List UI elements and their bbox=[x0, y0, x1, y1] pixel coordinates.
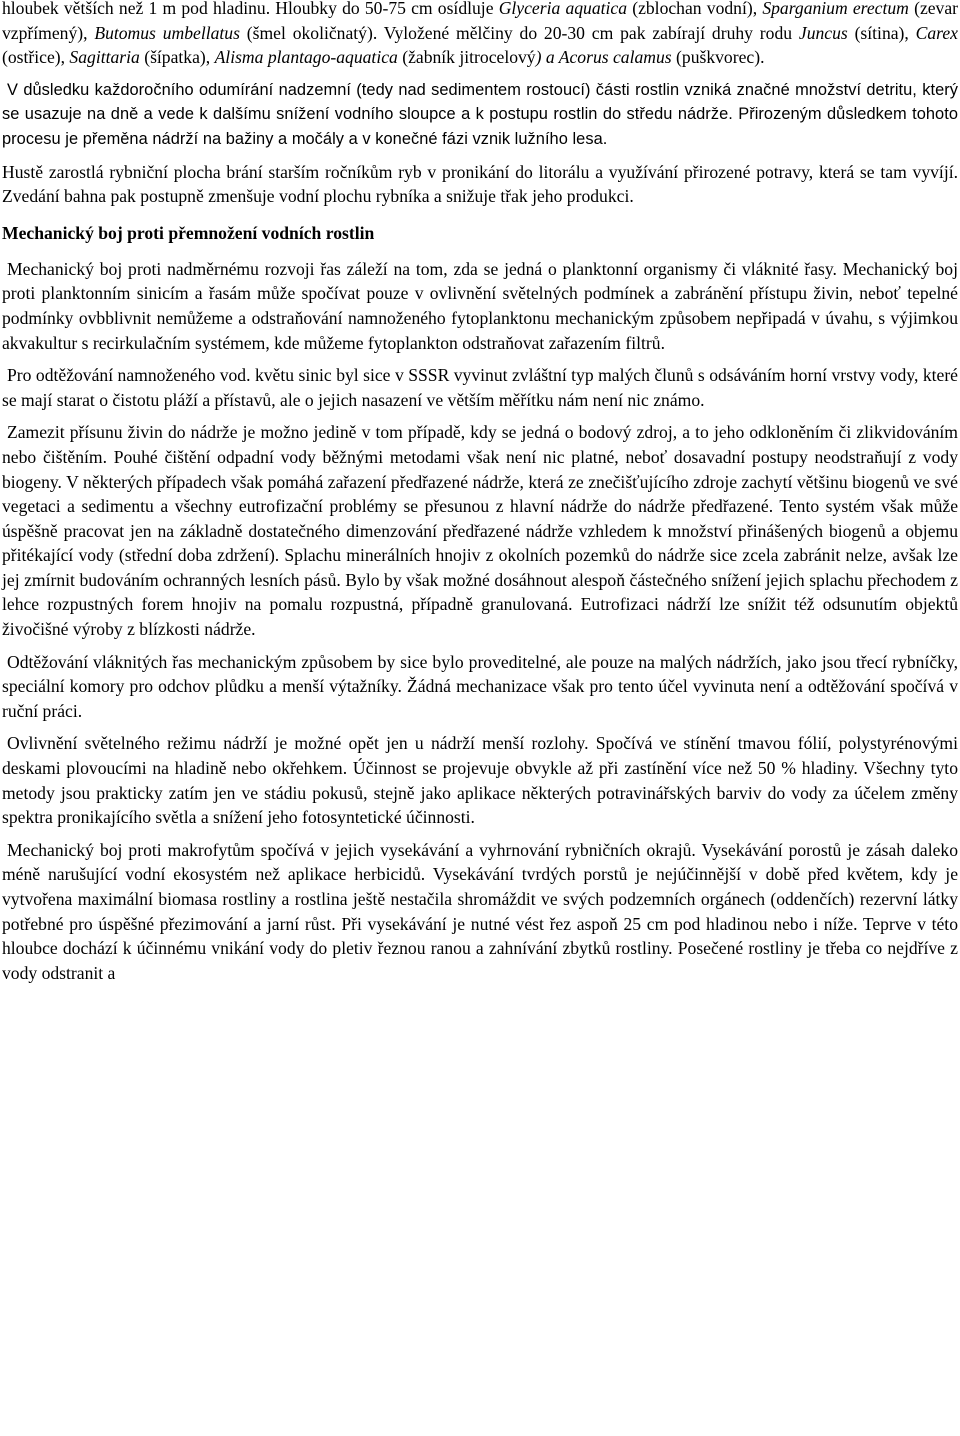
text-run: (žabník jitrocelový bbox=[397, 47, 536, 68]
text-run: (zblochan vodní), bbox=[627, 0, 763, 18]
section-heading: Mechanický boj proti přemnožení vodních rostlin bbox=[2, 222, 375, 243]
paragraph-plant-zones bbox=[2, 0, 958, 70]
text-run: hloubek větších než 1 m pod hladinu. Hloubky do 50-75 cm osídluje bbox=[2, 0, 499, 18]
text-run: (šípatka), bbox=[139, 47, 215, 68]
paragraph-nutrient-inflow: Zamezit přísunu živin do nádrže je možno jedině v tom případě, kdy se jedná o bodový zdroj, a to jeho odkloněním či zlikvidováním nebo čištěním. Pouhé čištění odpadní vody běžnými metodami však není nic platné, neboť dosavadní postupy neodstraňují z vody biogeny. V některých případech však pomáhá zařazení předřazené nádrže, která ze znečišťujícího zdroje zachytí většinu biogenů ve své vegetaci a sedimentu a všechny eutrofizační problémy se přesunou z hlavní nádrže do nádrže předřazené. Tento systém však může úspěšně pracovat jen na základně dostatečného dimenzování předřazené nádrže vzhledem k množství přinášených biogenů a objemu přitékající vody (střední doba zdržení). Splachu minerálních hnojiv z okolních pozemků do nádrže sice zcela zabránit nelze, avšak lze jej zmírnit budováním ochranných lesních pásů. Bylo by však možné dosáhnout alespoň částečného snížení jejich splachu přechodem z lehce rozpustných forem hnojiv na pomalu rozpustná, případně granulovaná. Eutrofizaci nádrží lze snížit též odsunutím objektů živočišné výroby z blízkosti nádrže. bbox=[2, 422, 958, 640]
paragraph-filamentous-algae: Odtěžování vláknitých řas mechanickým způsobem by sice bylo proveditelné, ale pouze na malých nádržích, jako jsou třecí rybníčky, speciální komory pro odchov plůdku a menší výtažníky. Žádná mechanizace však pro tento účel vyvinuta není a odtěžování spočívá v ruční práci. bbox=[2, 651, 958, 721]
species-name: Sagittaria bbox=[69, 47, 140, 68]
paragraph-macrophytes: Mechanický boj proti makrofytům spočívá v jejich vysekávání a vyhrnování rybničních okrajů. Vysekávání porostů je zásah daleko méně narušující vodní ekosystém než aplikace herbicidů. Vysekávání tvrdých porstů je nejúčinnější v době před květem, kdy je vytvořena maximální biomasa rostliny a rostlina ještě nestačila shromáždit ve svých podzemních orgánech (oddenčích) rezervní látky potřebné pro úspěšné přezimování a jarní růst. Při vysekávání je nutné vést řez aspoň 25 cm pod hladinou nebo i níže. Teprve v této hloubce dochází k účinnému vnikání vody do pletiv řeznou ranou a zahnívání zbytků rostliny. Posečené rostliny je třeba co nejdříve z vody odstranit a bbox=[2, 839, 958, 983]
species-name: Butomus umbellatus bbox=[94, 22, 240, 43]
paragraph-detritus: V důsledku každoročního odumírání nadzemní (tedy nad sedimentem rostoucí) části rostlin vzniká značné množství detritu, který se usazuje na dně a vede k dalšímu snížení vodního sloupce a k postupu rostlin do středu nádrže. Přirozeným důsledkem tohoto procesu je přeměna nádrží na bažiny a močály a v konečné fázi vznik lužního lesa. bbox=[2, 80, 958, 148]
text-run: (zevar vzpřímený), bbox=[2, 0, 959, 43]
text-run: (šmel okoličnatý). Vyložené mělčiny do 20-30 cm pak zabírají druhy rodu bbox=[239, 22, 799, 43]
species-name: Carex bbox=[915, 22, 958, 43]
paragraph-overgrown-pond: Hustě zarostlá rybniční plocha brání starším ročníkům ryb v pronikání do litorálu a využívání přirozené potravy, která se tam vyvíjí. Zvedání bahna pak postupně zmenšuje vodní plochu rybníka a snižuje třak jeho produkci. bbox=[2, 161, 958, 207]
text-run: (ostřice), bbox=[2, 47, 70, 68]
paragraph-bloom-removal: Pro odtěžování namnoženého vod. květu sinic byl sice v SSSR vyvinut zvláštní typ malých člunů s odsáváním horní vrstvy vody, které se mají starat o čistotu pláží a přístavů, ale o jejich nasazení ve větším měřítku nám není nic známo. bbox=[2, 365, 958, 410]
species-name: Glyceria aquatica bbox=[498, 0, 628, 18]
text-run: (sítina), bbox=[847, 22, 916, 43]
text-run: (puškvorec). bbox=[671, 47, 765, 68]
species-name: ) a Acorus calamus bbox=[535, 47, 672, 68]
paragraph-light-regime: Ovlivnění světelného režimu nádrží je možné opět jen u nádrží menší rozlohy. Spočívá ve stínění tmavou fólií, polystyrénovými deskami plovoucími na hladině nebo okřehkem. Účinnost se projevuje obvykle až při zastínění více než 50 % hladiny. Všechny tyto metody jsou prakticky zatím jen ve stádiu pokusů, stejně jako aplikace některých potravinářských barviv do vody za účelem změny spektra pronikajícího světla a snížení jeho fotosyntetické účinnosti. bbox=[2, 733, 958, 828]
species-name: Alisma plantago-aquatica bbox=[214, 47, 398, 68]
paragraph-algae-control: Mechanický boj proti nadměrnému rozvoji řas záleží na tom, zda se jedná o planktonní organismy či vláknité řasy. Mechanický boj proti planktonním sinicím a řasám může spočívat pouze v ovlivnění světelných podmínek a zabránění přístupu živin, neboť tepelné podmínky ovbblivnit nemůžeme a odstraňování namnoženého fytoplanktonu mechanickým způsobem nepřipadá v úvahu, s výjimkou akvakultur s recirkulačním systémem, kde můžeme fytoplankton odstraňovat zařazením filtrů. bbox=[2, 258, 958, 353]
species-name: Juncus bbox=[798, 22, 848, 43]
species-name: Sparganium erectum bbox=[762, 0, 909, 18]
